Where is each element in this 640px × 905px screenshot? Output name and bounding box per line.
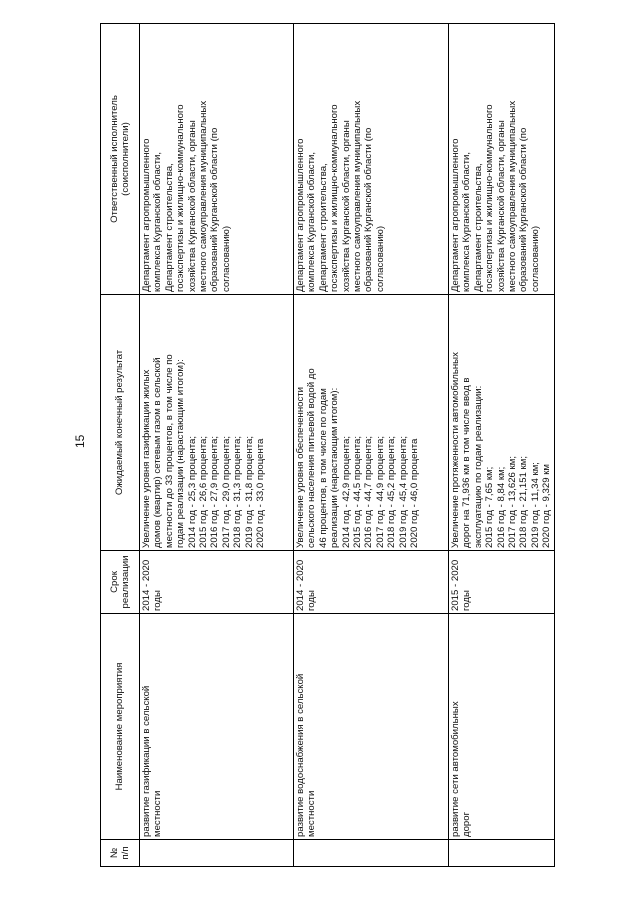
cell-result-line: 2017 год - 29,0 процента; [220,435,232,548]
cell-result-line: годам реализации (нарастающим итогом): [175,359,187,548]
cell-responsible-line: местного самоуправления муниципальных [352,100,364,292]
cell-name [449,614,555,840]
cell-responsible-line: госэкспертизы и жилищно-коммунального [329,104,341,292]
cell-responsible-line: Департамент агропромышленного [450,138,461,292]
cell-responsible-line: согласованию) [529,225,541,292]
cell-responsible-line: Департамент агропромышленного [295,138,306,292]
cell-term-line: годы [306,590,318,611]
cell-result-line: сельского населения питьевой водой до [306,368,318,548]
header-num-line: п/п [120,846,131,860]
header-num [101,840,140,867]
cell-num [294,840,449,867]
table-row [140,24,294,867]
cell-num [140,840,294,867]
cell-responsible-line: Департамент строительства, [317,163,329,292]
cell-result-line: 46 процентов, в том числе по годам [317,388,329,548]
cell-responsible-line: Департамент агропромышленного [141,138,152,292]
cell-result-line: Увеличение уровня обеспеченности [295,386,306,548]
cell-responsible-line: образований Курганской области (по [209,127,221,292]
cell-result-line: 2020 год - 9,329 км [541,463,553,548]
cell-term-line: 2014 - 2020 [141,559,152,611]
cell-name-line: местности [306,790,318,837]
cell-responsible-line: госэкспертизы и жилищно-коммунального [484,104,496,292]
cell-responsible-line: комплекса Курганской области, [306,151,318,292]
cell-name-line: развитие сети автомобильных [450,701,461,837]
table-header-row [101,24,140,867]
cell-responsible-line: госэкспертизы и жилищно-коммунального [175,104,187,292]
cell-term [449,551,555,614]
header-term-line: Срок [108,571,120,593]
cell-name-line: местности [152,790,164,837]
header-responsible-line: Ответственный исполнитель [108,95,120,223]
cell-result-line: 2020 год - 46,0 процента [409,438,421,548]
header-result: Ожидаемый конечный результат [101,295,140,551]
cell-responsible-line: согласованию) [374,225,386,292]
cell-responsible-line: Департамент строительства, [163,163,175,292]
cell-name [294,614,449,840]
cell-result-line: 2016 год - 8,84 км; [495,466,507,548]
cell-responsible [140,24,294,295]
table-row [294,24,449,867]
cell-term [294,551,449,614]
cell-responsible-line: хозяйства Курганской области, органы [186,120,198,292]
page-number: 15 [73,434,87,448]
cell-responsible-line: образований Курганской области (по [363,127,375,292]
cell-result-line: 2016 год - 27,9 процента; [209,435,221,548]
cell-result-line: 2019 год - 11,34 км; [529,462,541,548]
cell-result-line: 2017 год - 13,626 км; [507,455,519,548]
cell-result-line: эксплуатацию по годам реализации: [472,385,484,548]
cell-term-line: 2014 - 2020 [295,559,306,611]
header-term-line: реализации [120,555,131,609]
cell-result-line: 2020 год - 33,0 процента [255,438,267,548]
header-responsible [101,24,140,295]
cell-responsible-line: Департамент строительства, [472,163,484,292]
cell-result-line: 2018 год - 21,151 км; [518,455,530,548]
table-row [449,24,555,867]
header-name: Наименование мероприятия [101,614,140,840]
cell-responsible-line: образований Курганской области (по [518,127,530,292]
cell-result-line: дорог на 71,936 км в том числе ввод в [461,377,473,548]
cell-result-line: 2018 год - 45,2 процента; [386,435,398,548]
cell-result-line: 2014 год - 25,3 процента; [186,435,198,548]
cell-term-line: 2015 - 2020 [450,559,461,611]
cell-result-line: домов (квартир) сетевым газом в сельской [152,357,164,548]
cell-term-line: годы [461,590,473,611]
cell-term-line: годы [152,590,164,611]
document-table-wrapper [100,24,553,867]
cell-result-line: 2019 год - 31,8 процента; [243,435,255,548]
cell-result-line: Увеличение протяженности автомобильных [450,352,461,548]
cell-result-line: 2019 год - 45,4 процента; [397,435,409,548]
cell-responsible [294,24,449,295]
cell-result-line: 2015 год - 26,6 процента; [198,435,210,548]
cell-result-line: 2015 год - 44,5 процента; [352,435,364,548]
cell-result [140,295,294,551]
cell-responsible-line: комплекса Курганской области, [152,151,164,292]
cell-responsible [449,24,555,295]
cell-name-line: развитие водоснабжения в сельской [295,673,306,837]
cell-name-line: дорог [461,811,473,837]
cell-responsible-line: согласованию) [220,225,232,292]
cell-result-line: 2015 год - 7,65 км; [484,466,496,548]
cell-result [294,295,449,551]
cell-responsible-line: местного самоуправления муниципальных [198,100,210,292]
cell-result-line: 2016 год - 44,7 процента; [363,435,375,548]
cell-responsible-line: хозяйства Курганской области, органы [340,120,352,292]
cell-responsible-line: комплекса Курганской области, [461,151,473,292]
cell-result-line: реализации (нарастающим итогом): [329,387,341,548]
cell-result-line: 2018 год - 31,3 процента; [232,435,244,548]
cell-result [449,295,555,551]
cell-num [449,840,555,867]
cell-name [140,614,294,840]
cell-result-line: 2014 год - 42,9 процента; [340,435,352,548]
cell-responsible-line: местного самоуправления муниципальных [507,100,519,292]
header-responsible-line: (соисполнители) [120,122,131,196]
cell-term [140,551,294,614]
header-term [101,551,140,614]
cell-name-line: развитие газификации в сельской [141,685,152,837]
header-num-line: № [108,847,120,859]
measures-table [100,23,555,867]
cell-result-line: Увеличение уровня газификации жилых [141,369,152,548]
cell-result-line: 2017 год - 44,9 процента; [374,435,386,548]
cell-result-line: местности до 33 процентов, в том числе по [163,354,175,548]
cell-responsible-line: хозяйства Курганской области, органы [495,120,507,292]
